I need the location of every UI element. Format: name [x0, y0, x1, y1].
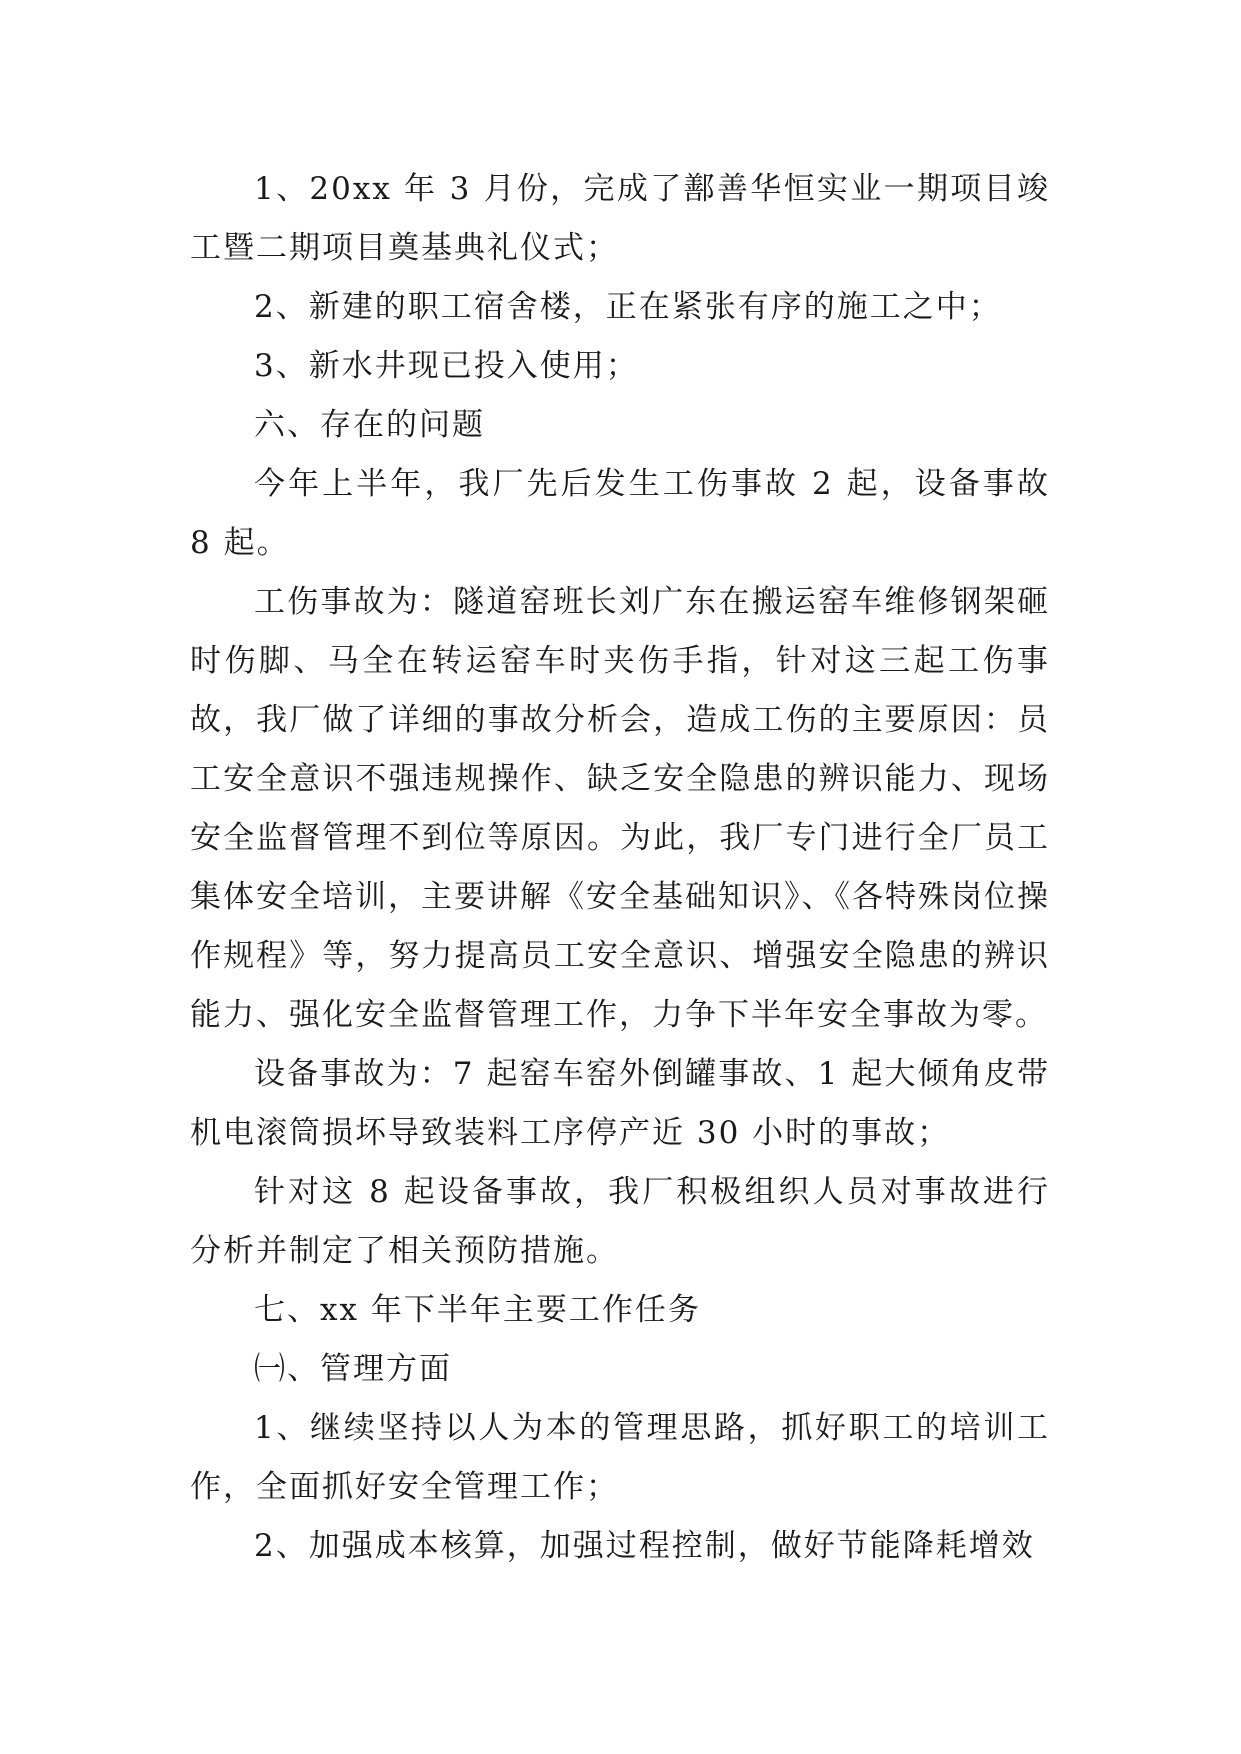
section-heading-problems: 六、存在的问题	[254, 407, 485, 443]
paragraph-item-3: 3、新水井现已投入使用；	[254, 348, 639, 384]
document-page	[190, 160, 1050, 1576]
paragraph-item-2: 2、新建的职工宿舍楼，正在紧张有序的施工之中；	[254, 289, 1002, 325]
paragraph-task-2: 2、加强成本核算，加强过程控制，做好节能降耗增效	[254, 1528, 1035, 1564]
paragraph-injury-accidents: 工伤事故为：隧道窑班长刘广东在搬运窑车维修钢架砸时伤脚、马全在转运窑车时夹伤手指，针对这三起工伤事故，我厂做了详细的事故分析会，造成工伤的主要原因：员工安全意识不强违规操作、缺乏安全隐患的辨识能力、现场安全监督管理不到位等原因。为此，我厂专门进行全厂员工集体安全培训，主要讲解《安全基础知识》、《各特殊岗位操作规程》等，努力提高员工安全意识、增强安全隐患的辨识能力、强化安全监督管理工作，力争下半年安全事故为零。	[190, 584, 1050, 1033]
paragraph-item-1: 1、20xx 年 3 月份，完成了鄯善华恒实业一期项目竣工暨二期项目奠基典礼仪式；	[190, 171, 1050, 266]
section-heading-tasks: 七、xx 年下半年主要工作任务	[254, 1292, 701, 1328]
paragraph-prevention-measures: 针对这 8 起设备事故，我厂积极组织人员对事故进行分析并制定了相关预防措施。	[190, 1174, 1050, 1269]
subsection-heading-management: ㈠、管理方面	[254, 1351, 452, 1387]
paragraph-equipment-accidents: 设备事故为：7 起窑车窑外倒罐事故、1 起大倾角皮带机电滚筒损坏导致装料工序停产近 30 小时的事故；	[190, 1056, 1050, 1151]
paragraph-task-1: 1、继续坚持以人为本的管理思路，抓好职工的培训工作，全面抓好安全管理工作；	[190, 1410, 1050, 1505]
paragraph-accident-summary: 今年上半年，我厂先后发生工伤事故 2 起，设备事故 8 起。	[190, 466, 1050, 561]
